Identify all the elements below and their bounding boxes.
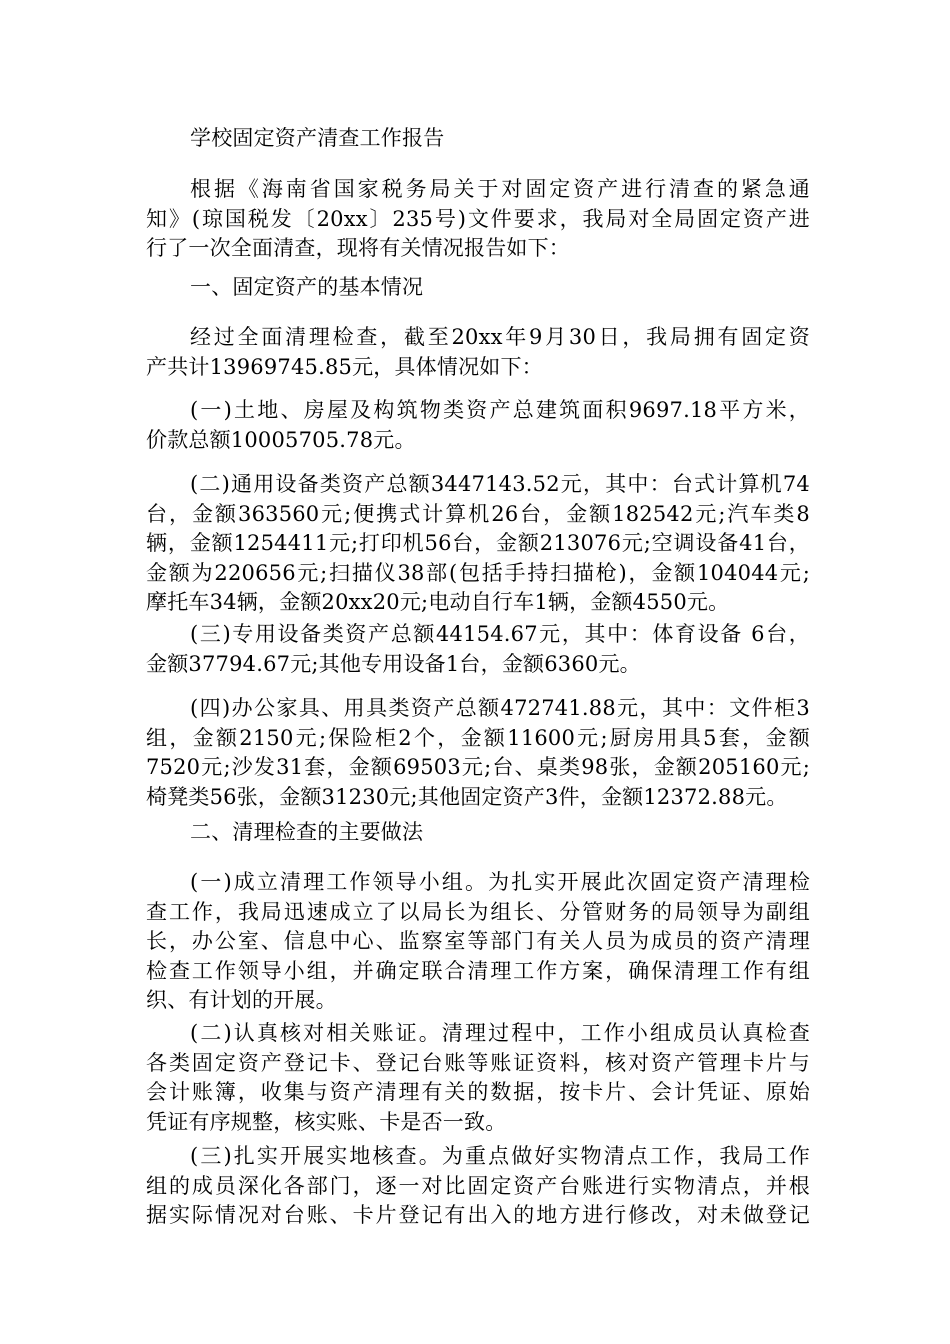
- asset-item-land-buildings: [146, 396, 810, 455]
- intro-line: 知》(琼国税发〔20xx〕235号)文件要求，我局对全局固定资产进: [146, 206, 810, 231]
- summary-line: 经过全面清理检查，截至20xx年9月30日，我局拥有固定资: [190, 325, 810, 349]
- method-line: 各类固定资产登记卡、登记台账等账证资料，核对资产管理卡片与: [146, 1050, 810, 1075]
- method-line: (二)认真核对相关账证。清理过程中，工作小组成员认真检查: [190, 1021, 810, 1045]
- item-line: 金额37794.67元;其他专用设备1台，金额6360元。: [146, 651, 641, 676]
- method-line: (三)扎实开展实地核查。为重点做好实物清点工作，我局工作: [190, 1144, 810, 1168]
- method-line: 凭证有序规整，核实账、卡是否一致。: [146, 1109, 507, 1134]
- intro-line: 行了一次全面清查，现将有关情况报告如下：: [146, 236, 570, 260]
- item-line: (二)通用设备类资产总额3447143.52元，其中：台式计算机74: [190, 472, 810, 496]
- asset-item-office-furniture: [146, 694, 810, 812]
- method-line: 长，办公室、信息中心、监察室等部门有关人员为成员的资产清理: [146, 929, 810, 953]
- method-line: 据实际情况对台账、卡片登记有出入的地方进行修改，对未做登记: [146, 1203, 810, 1227]
- section1-summary: [146, 323, 810, 382]
- summary-line: 产共计13969745.85元，具体情况如下：: [146, 354, 543, 379]
- item-line: 摩托车34辆，金额20xx20元;电动自行车1辆，金额4550元。: [146, 590, 730, 614]
- intro-line: 根据《海南省国家税务局关于对固定资产进行清查的紧急通: [190, 177, 810, 201]
- item-line: 金额为220656元;扫描仪38部(包括手持扫描枪)，金额104044元;: [146, 560, 810, 585]
- asset-item-general-equipment: [146, 470, 810, 618]
- item-line: (一)土地、房屋及构筑物类资产总建筑面积9697.18平方米，: [190, 398, 810, 422]
- item-line: 组，金额2150元;保险柜2个，金额11600元;厨房用具5套，金额: [146, 725, 810, 750]
- item-line: 价款总额10005705.78元。: [146, 427, 416, 452]
- method-line: 查工作，我局迅速成立了以局长为组长、分管财务的局领导为副组: [146, 899, 810, 924]
- item-line: 辆，金额1254411元;打印机56台，金额213076元;空调设备41台，: [146, 531, 810, 555]
- item-line: 台，金额363560元;便携式计算机26台，金额182542元;汽车类8: [146, 501, 810, 526]
- asset-item-special-equipment: [146, 620, 810, 679]
- method-leadership-group: [146, 868, 810, 1016]
- item-line: (四)办公家具、用具类资产总额472741.88元，其中：文件柜3: [190, 696, 810, 720]
- method-line: 检查工作领导小组，并确定联合清理工作方案，确保清理工作有组: [146, 958, 810, 983]
- section1-heading: 一、固定资产的基本情况: [190, 275, 424, 299]
- method-line: 组的成员深化各部门，逐一对比固定资产台账进行实物清点，并根: [146, 1173, 810, 1198]
- method-verify-accounts: [146, 1019, 810, 1137]
- item-line: 椅凳类56张，金额31230元;其他固定资产3件，金额12372.88元。: [146, 784, 788, 809]
- item-line: (三)专用设备类资产总额44154.67元，其中：体育设备 6台，: [190, 622, 810, 646]
- item-line: 7520元;沙发31套，金额69503元;台、桌类98张，金额205160元;: [146, 755, 810, 779]
- section2-heading: 二、清理检查的主要做法: [190, 820, 424, 844]
- method-line: 会计账簿，收集与资产清理有关的数据，按卡片、会计凭证、原始: [146, 1080, 810, 1104]
- method-line: (一)成立清理工作领导小组。为扎实开展此次固定资产清理检: [190, 870, 810, 894]
- method-field-check: [146, 1142, 810, 1231]
- document-title: 学校固定资产清查工作报告: [190, 126, 445, 150]
- method-line: 织、有计划的开展。: [146, 988, 337, 1012]
- intro-paragraph: [146, 175, 810, 264]
